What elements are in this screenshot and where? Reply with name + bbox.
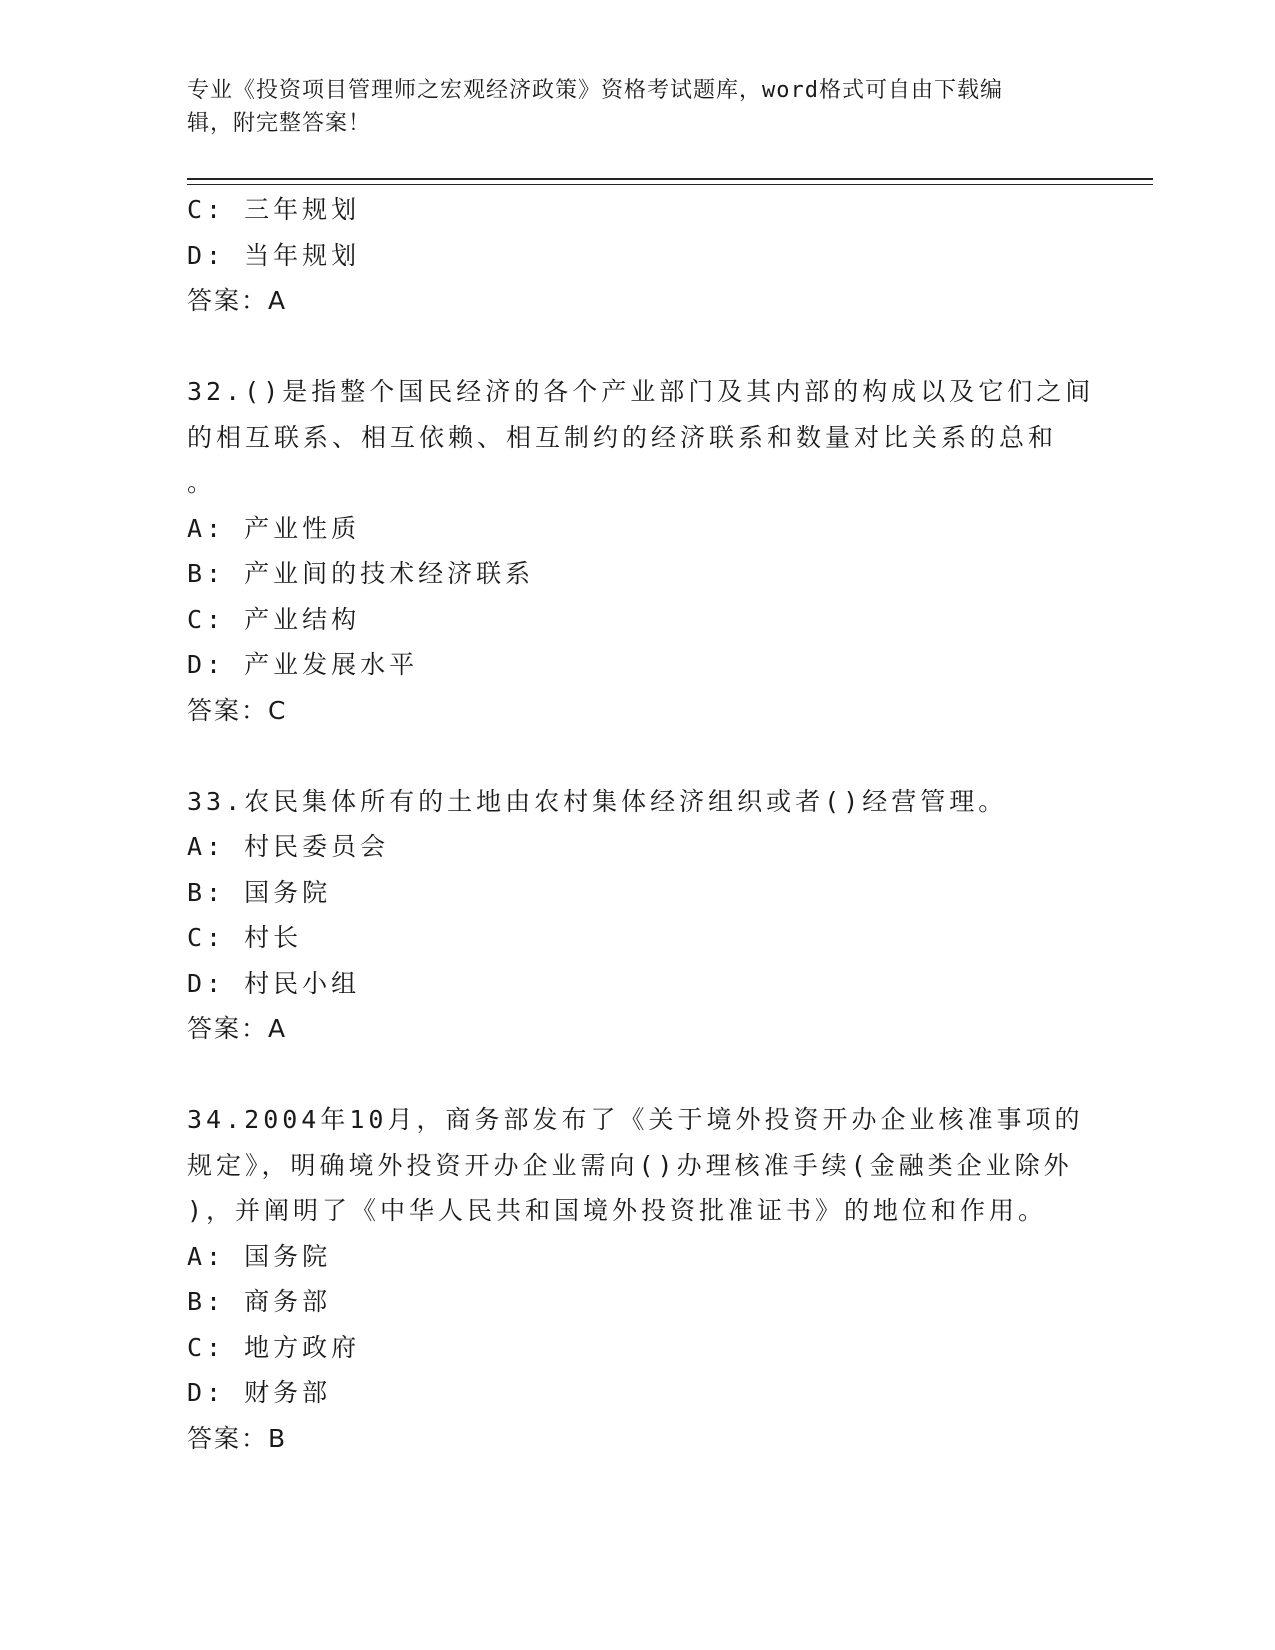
option-c: C: 三年规划: [187, 195, 361, 224]
question-stem-line: 的相互联系、相互依赖、相互制约的经济联系和数量对比关系的总和: [187, 422, 1058, 452]
option-d: D: 产业发展水平: [187, 650, 419, 679]
answer-line: 答案：C: [187, 695, 288, 725]
option-d: D: 村民小组: [187, 968, 361, 998]
option-b: B: 商务部: [187, 1287, 332, 1316]
header-divider-thin: [187, 184, 1153, 185]
header-divider-thick: [187, 178, 1153, 180]
option-c: C: 村长: [187, 923, 303, 952]
answer-line: 答案：B: [187, 1423, 288, 1453]
document-header: [187, 74, 1067, 140]
question-32: [187, 369, 1095, 733]
answer-line: 答案：A: [187, 1014, 288, 1043]
option-c: C: 产业结构: [187, 604, 361, 634]
option-a: A: 产业性质: [187, 513, 361, 543]
question-33: [187, 779, 1087, 1052]
option-a: A: 国务院: [187, 1241, 332, 1271]
option-d: D: 当年规划: [187, 240, 361, 270]
question-stem-line: 。: [187, 468, 217, 497]
header-line-1: 专业《投资项目管理师之宏观经济政策》资格考试题库，word格式可自由下载编: [187, 78, 1003, 103]
question-stem-line: 33.农民集体所有的土地由农村集体经济组织或者()经营管理。: [187, 786, 1008, 816]
question-stem-line: 规定》，明确境外投资开办企业需向()办理核准手续(金融类企业除外: [187, 1150, 1073, 1180]
option-a: A: 村民委员会: [187, 832, 390, 861]
option-b: B: 产业间的技术经济联系: [187, 559, 535, 588]
answer-line: 答案：A: [187, 286, 288, 315]
option-b: B: 国务院: [187, 877, 332, 907]
question-stem-line: 32.()是指整个国民经济的各个产业部门及其内部的构成以及它们之间: [187, 377, 1095, 406]
question-34: [187, 1097, 1087, 1461]
question-stem-line: 34.2004年10月，商务部发布了《关于境外投资开办企业核准事项的: [187, 1105, 1084, 1134]
option-c: C: 地方政府: [187, 1332, 361, 1362]
option-d: D: 财务部: [187, 1378, 332, 1407]
header-line-2: 辑，附完整答案！: [187, 111, 372, 136]
question-list: [187, 187, 1095, 1461]
question-stem-line: )，并阐明了《中华人民共和国境外投资批准证书》的地位和作用。: [187, 1196, 1048, 1225]
prev-question-block: [187, 187, 1087, 324]
